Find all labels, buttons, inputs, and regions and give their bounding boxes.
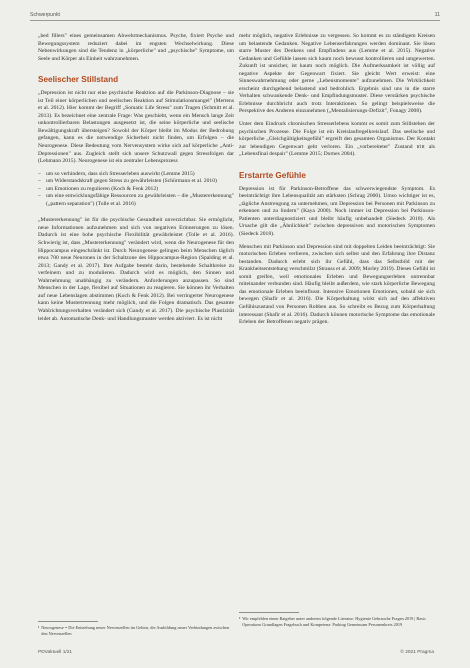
right-paragraph-1: mehr möglich, negative Erlebnisse zu vergessen. So kommt es zu ständigem Kreisen um belastende Gedanken. Negative Lebenserfahrungen werden dominant. Sie lösen starre Muster des Denkens und Empfindens aus (Lemme et al. 2015). Negative Gedanken und Gefühle lassen sich kaum noch bewusst kontrollieren und umgewerten. Zukunft ist unsicher, ist kaum noch möglich. Die Aufmerksamkeit ist völlig auf negative Aspekte der Gegenwart fixiert. Sie gleicht Wert erweist: eine Sinneswahrnehmung oder gerne „Lebensmomente" aufzunehmen. Die Wirklichkeit erscheint durchgehend belastend und bedrohlich. Ergebnis sind uns in die starre Verhalten schwankende Denk- und Empfindungsmuster. Diese verstärken psychische Erlebnisse durchbricht auch trotz Interaktionen. So gelingt beispielsweise die Perspektive des Anderen einzunehmen („Mentalisierungs-Defizit", Fonagy 2008). [239, 33, 435, 115]
left-paragraph-1: „Depression ist nicht nur eine psychische Reaktion auf die Parkinson-Diagnose – sie ist Teil einer körperlichen und seelischen Reaktion auf Stimulationsmangel" (Mertens et al. 2012). Hier kommt der Begriff „Somatic Life Stress" zum Tragen (Schmitt et al. 2013). Es bezeichnet eine zentrale Frage: Was geschieht, wenn ein Mensch lange Zeit unkontrollierbaren Belastungen ausgesetzt ist, die seine körperliche und seelische Bewältigungskraft übersteigen? Sowohl der Körper bleibt im Modus der Bedrohung gefangen, kann es die notwendige Sicherheit nicht finden, um Erfolgen – die Neurogenese. Diese Bedeutung vom Nervensystem wirke sich auf körperliche „Anti-Depressionen" aus. Zugleich stellt sich unsere Schutzwall gegen Stressfolgen dar (Lehmann 2015). Neurogenese ist ein zentraler Lebensprozess [38, 90, 234, 165]
footnote-text: Neurogenese = Die Entstehung neuer Nervenzellen im Gehirn, die Ausbildung neuer Verbindungen zwischen den Nervenzellen [41, 625, 230, 636]
bullet-item: – um Widerstandskraft gegen Stress zu gewährleisten (Schürmann et al. 2010) [38, 178, 234, 186]
left-paragraph-2: „Mustererkennung" ist für die psychische Gesundheit unverzichtbar. Sie ermöglicht, neue Informationen aufzunehmen und sich von negativen Erinnerungen zu lösen. Dadurch ist eine hohe psychische Flexibilität gewährleistet (Tolle et al. 2016). Schwierig ist, dass „Mustererkennung" verändert wird, wenn die Neurogenese für den Hippocampus eingeschränkt ist. Durch Neurogenese gelingen beim Menschen täglich etwa 700 neue Neuronen in der Schaltzone des Hippocampus-Region (Spalding et al. 2013; Gandy et al. 2017). Ihre Aufgabe besteht darin, bestehende Schaltkreise zu verfeinern und zu modulieren. Dadurch wird es möglich, den Sinnen und Wahrnehmung unabhängig zu verändern. Anforderungen anzupassen. So sind Menschen in der Lage, flexibel auf Situationen zu reagieren. Sie können ihr Verhalten auf neue Lebenslagen abstimmen (Koch & Fenk 2012). Bei verringerter Neurogenese kann keine Mustertrennung mehr möglich, und die Folgen dramatisch. Das gesamte Wahlrichtungsverhalten verändert sich (Gandy et al. 2017). Die psychische Plastizität leidet ab. Automatische Denk- und Handlungsmuster werden aktiviert. Es ist nicht [38, 217, 234, 322]
bullet-list [38, 171, 234, 209]
footnote-mark: ² [239, 616, 241, 621]
footnote [38, 625, 234, 636]
footnote-divider [239, 612, 299, 613]
left-footnote-block [38, 613, 234, 636]
footnote-text: Wir empfehlen einen Ratgeber unter anderem folgende Literatur: Hygienie Gebrauche Fragen 2019 | Basic Operations Grundlagen Fragebuch und Kompetenz: Parking Gemeinsam Personenkreis 2019 [242, 616, 426, 627]
page-footer [38, 650, 434, 655]
section-heading-seelischer-stillstand: Seelischer Stillstand [38, 75, 119, 85]
section-title: Schwerpunkt [30, 12, 60, 18]
section-heading-erstarrte-gefuehle: Erstarrte Gefühle [239, 170, 306, 180]
left-column [38, 33, 234, 328]
bullet-item: – um Emotionen zu regulieren (Koch & Fenk 2012) [38, 186, 234, 194]
journal-issue: PDVaktuell 1/21 [38, 650, 73, 655]
bullet-item: – um eine entwicklungsfähige Ressourcen zu gewährleisten – die „Mustererkennung" („pattern separation") (Tolle et al. 2016) [38, 193, 234, 208]
right-footnote-block [239, 604, 435, 627]
footnote-mark: ¹ [38, 625, 40, 630]
running-head [30, 12, 440, 21]
left-intro-paragraph: „bed fillers" eines gemeinsamen Abwehrmechanismus. Psyche, fixiert Psyche und Bewegungssystem reduziert dabei im engsten Wechselwirkung. Diese Nebenwirkungen sind die Tendenz in „körperliche" und „psychische" Symptome, um Seele und Körper als Einheit wahrzunehmen. [38, 33, 234, 62]
page-number: 11 [434, 12, 440, 18]
right-paragraph-2: Unter dem Eindruck chronischen Stresserlebens kommt es somit zum Stillstehen der psychischen Prozesse. Die Folge ist ein Kreislaufregelkreislauf. Das seelische und körperliche „Gleichgültigkeitsgefühl" ergreift den gesamten Organismus. Der Kontakt zur lebendigen Gegenwart geht verloren. Ein „vorbereiteter" Zustand tritt als „Lebensfinal despair" (Lemme 2015; Dornes 2004). [239, 121, 435, 158]
right-paragraph-3: Depression ist für Parkinson-Betroffene das schwerwiegendste Symptom. Es beeinträchtigt ihre Lebensqualität am stärksten (Schrag 2000). Umso wichtiger ist es, „tägliche Anstrengung zu unternehmen, um Depression bei Personen mit Parkinson zu erkennen und zu lindern" (Kaya 2000). Noch immer ist Depression bei Parkinson-Patienten unterdiagnostiziert und bleibt häufig unbehandelt (Siedeck 2018). Als Ursache gilt die „Ähnlichkeit" zwischen depressiven und motorischen Symptomen (Siedeck 2018). [239, 185, 435, 238]
right-column [239, 33, 435, 332]
right-paragraph-4: Menschen mit Parkinson und Depression sind mit doppelten Leiden beeinträchtigt: Sie motorischen Erleben verlieren, zwischen sich selbst und den Erfahrung ihre Distanz bestanden. Dadurch erlebt sich ihr Gefühl, dass das Selbstbild mit der Krankheitsentstehung verschmilzt (Strauss et al. 2009; Morley 2019). Dieses Gefühl ist somit greifen, weil emotionales Erleben und Bewegungserleben untrennbar miteinander verbunden sind. Häufig bleibt außerdem, wie stark körperliche Bewegung das emotionale Erleben beeinflusst. Intensive Emotionen Emotionen, sobald sie sich bewegen (Shafir et al. 2016). Die Körperhaltung wirkt sich auf den affektiven Gefühlszustand von Personen Robben aus. So schreibt es Bezug zum Körperhaltung interessant (Shafir et al. 2016). Dadurch können motorische Symptome das emotionale Erleben der Betroffenen negativ prägen. [239, 243, 435, 326]
footnote [239, 616, 435, 627]
footnote-divider [38, 621, 98, 622]
bullet-item: – um so verhindern, dass sich Stresserleben auswirkt (Lemme 2015) [38, 171, 234, 179]
copyright: © 2021 Pragma [400, 650, 434, 655]
